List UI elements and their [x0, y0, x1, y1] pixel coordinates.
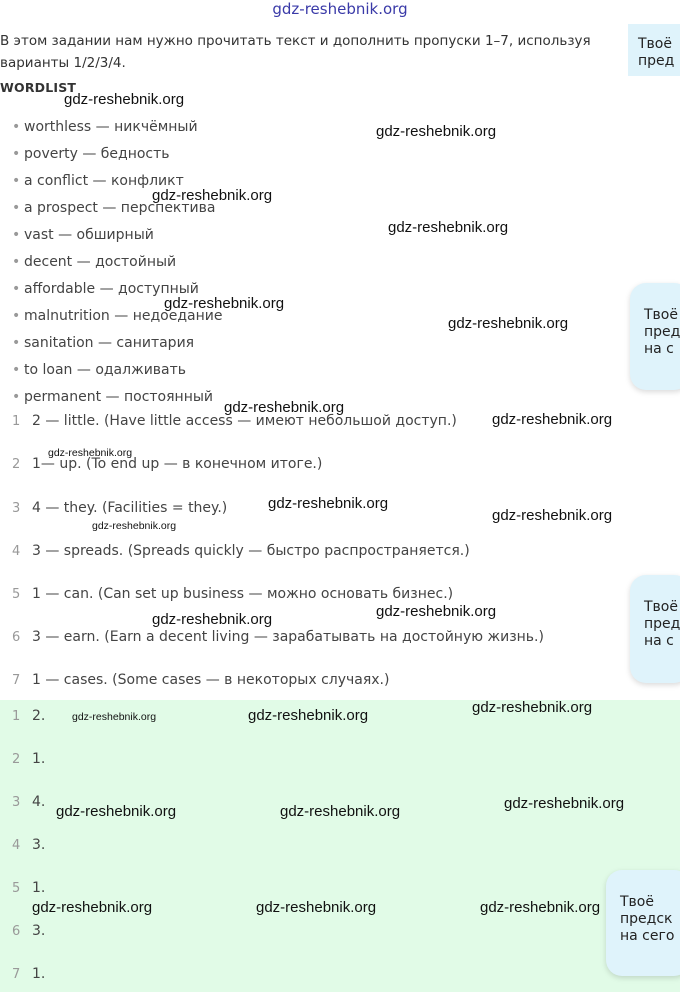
watermark: gdz-reshebnik.org — [376, 123, 497, 140]
watermark: gdz-reshebnik.org — [268, 495, 389, 512]
watermark: gdz-reshebnik.org — [256, 899, 377, 916]
watermark: gdz-reshebnik.org — [388, 219, 509, 236]
answer-item: 1 2 — little. (Have little access — имеют небольшой доступ.) — [12, 413, 457, 429]
wordlist-item: • sanitation — санитария — [12, 335, 195, 351]
wordlist-item: • affordable — доступный — [12, 281, 199, 297]
wordlist-item: • worthless — никчёмный — [12, 119, 198, 135]
bullet-icon: • — [12, 362, 21, 378]
short-answer-item: 4 3. — [12, 837, 46, 853]
bullet-icon: • — [12, 227, 21, 243]
watermark: gdz-reshebnik.org — [164, 295, 285, 312]
short-answer-item: 6 3. — [12, 923, 46, 939]
answer-item: 3 4 — they. (Facilities = they.) — [12, 500, 228, 516]
short-answer-item: 5 1. — [12, 880, 46, 896]
wordlist-item: • to loan — одалживать — [12, 362, 187, 378]
watermark: gdz-reshebnik.org — [64, 91, 185, 108]
short-answer-item: 1 2. — [12, 708, 46, 724]
answer-item: 5 1 — can. (Can set up business — можно основать бизнес.) — [12, 586, 454, 602]
watermark: gdz-reshebnik.org — [48, 447, 133, 459]
short-answer-item: 7 1. — [12, 966, 46, 982]
watermark: gdz-reshebnik.org — [492, 507, 613, 524]
bullet-icon: • — [12, 254, 21, 270]
watermark: gdz-reshebnik.org — [152, 187, 273, 204]
chat-bubble[interactable]: Твоё пред на с — [630, 283, 680, 390]
chat-bubble[interactable]: Твоё пред на с — [630, 575, 680, 683]
wordlist-item: • permanent — постоянный — [12, 389, 213, 405]
watermark: gdz-reshebnik.org — [224, 399, 345, 416]
wordlist-item: • malnutrition — недоедание — [12, 308, 223, 324]
bullet-icon: • — [12, 146, 21, 162]
watermark: gdz-reshebnik.org — [32, 899, 153, 916]
watermark: gdz-reshebnik.org — [280, 803, 401, 820]
chat-bubble[interactable]: Твоё предск на сего — [606, 870, 680, 976]
bullet-icon: • — [12, 335, 21, 351]
watermark: gdz-reshebnik.org — [92, 520, 177, 532]
wordlist-item: • poverty — бедность — [12, 146, 170, 162]
watermark: gdz-reshebnik.org — [472, 699, 593, 716]
watermark: gdz-reshebnik.org — [448, 315, 569, 332]
answer-item: 7 1 — cases. (Some cases — в некоторых случаях.) — [12, 672, 390, 688]
short-answer-item: 2 1. — [12, 751, 46, 767]
watermark: gdz-reshebnik.org — [480, 899, 601, 916]
task-intro: В этом задании нам нужно прочитать текст и дополнить пропуски 1–7, используя варианты 1/2/3/4. — [0, 33, 591, 71]
bullet-icon: • — [12, 281, 21, 297]
watermark: gdz-reshebnik.org — [376, 603, 497, 620]
wordlist-item: • a prospect — перспектива — [12, 200, 216, 216]
answer-item: 2 1— up. (To end up — в конечном итоге.) — [12, 456, 323, 472]
bullet-icon: • — [12, 119, 21, 135]
bullet-icon: • — [12, 308, 21, 324]
short-answers-block — [0, 700, 680, 992]
wordlist-item: • vast — обширный — [12, 227, 154, 243]
watermark: gdz-reshebnik.org — [56, 803, 177, 820]
answer-item: 6 3 — earn. (Earn a decent living — зарабатывать на достойную жизнь.) — [12, 629, 544, 645]
bullet-icon: • — [12, 200, 21, 216]
bullet-icon: • — [12, 173, 21, 189]
short-answer-item: 3 4. — [12, 794, 46, 810]
watermark: gdz-reshebnik.org — [492, 411, 613, 428]
answer-item: 4 3 — spreads. (Spreads quickly — быстро распространяется.) — [12, 543, 470, 559]
site-header[interactable]: gdz-reshebnik.org — [272, 0, 408, 18]
wordlist-title: WORDLIST — [0, 80, 77, 95]
bullet-icon: • — [12, 389, 21, 405]
wordlist-item: • a conflict — конфликт — [12, 173, 184, 189]
wordlist-item: • decent — достойный — [12, 254, 177, 270]
watermark: gdz-reshebnik.org — [72, 711, 157, 723]
wordlist — [12, 117, 222, 414]
watermark: gdz-reshebnik.org — [248, 707, 369, 724]
chat-bubble[interactable]: Твоё пред — [628, 24, 680, 76]
watermark: gdz-reshebnik.org — [504, 795, 625, 812]
watermark: gdz-reshebnik.org — [152, 611, 273, 628]
